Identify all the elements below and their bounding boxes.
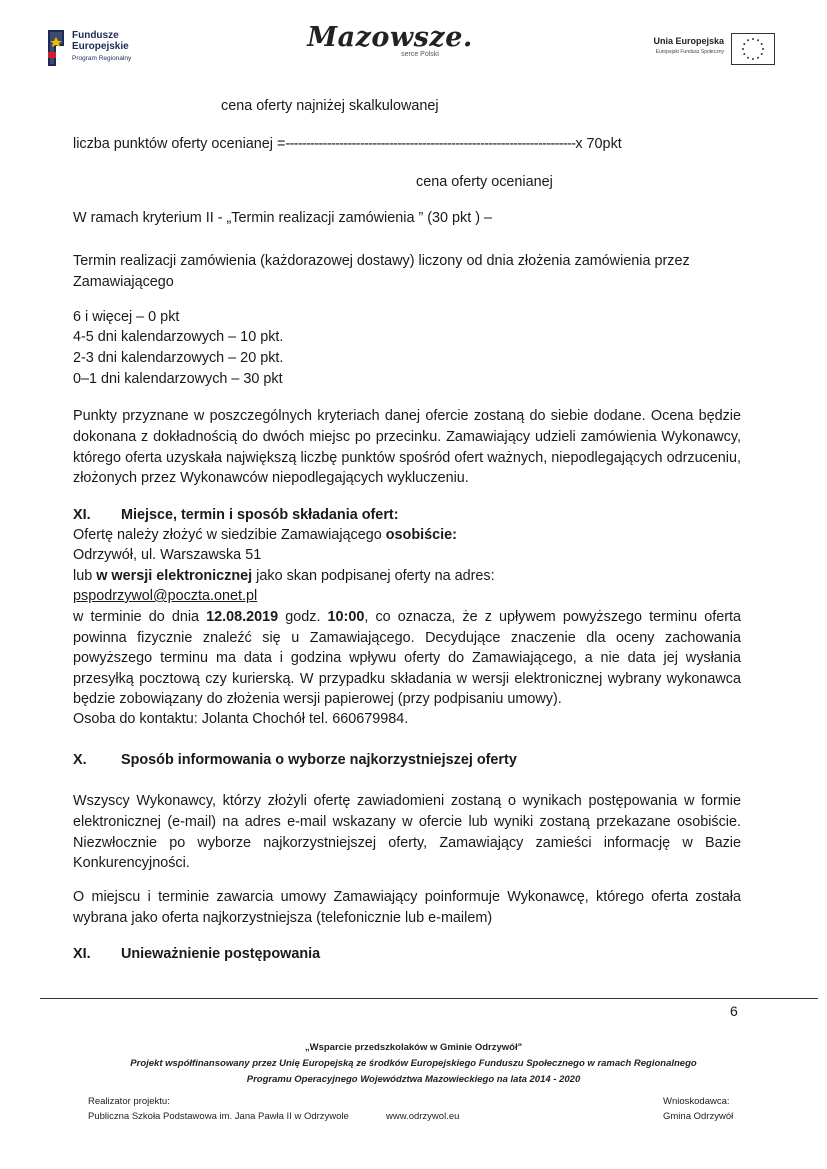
- formula-dash-line: ----------------------------------------------------------------------: [285, 136, 576, 152]
- page-number: 6: [730, 1003, 738, 1019]
- criterion2-desc: Termin realizacji zamówienia (każdorazowej dostawy) liczony od dnia złożenia zamówienia przez Zamawiającego: [73, 253, 690, 290]
- formula-numerator: cena oferty najniżej skalkulowanej: [221, 98, 439, 114]
- footer-website[interactable]: www.odrzywol.eu: [386, 1111, 460, 1122]
- offers-deadline-paragraph: [73, 607, 741, 710]
- information-paragraph-2: O miejscu i terminie zawarcia umowy Zamawiający poinformuje Wykonawcę, którego oferta została wybrana jako oferta najkorzystniejsza (telefonicznie lub e-mailem): [73, 889, 741, 926]
- offers-submit-text: Ofertę należy złożyć w siedzibie Zamawiającego: [73, 527, 386, 543]
- section-heading-information: [73, 750, 517, 771]
- offers-scan-text: jako skan podpisanej oferty na adres:: [252, 568, 495, 584]
- footer-funding-line-1: Projekt współfinansowany przez Unię Europejską ze środków Europejskiego Funduszu Społecznego w ramach Regionalnego: [130, 1058, 697, 1069]
- footer-realizator-name: Publiczna Szkoła Podstawowa im. Jana Pawła II w Odrzywole: [88, 1111, 349, 1122]
- criterion2-item: 0–1 dni kalendarzowych – 30 pkt: [73, 371, 283, 387]
- criterion2-item: 4-5 dni kalendarzowych – 10 pkt.: [73, 329, 284, 345]
- offers-email-link[interactable]: pspodrzywol@poczta.onet.pl: [73, 588, 258, 604]
- fe-line2: Europejskie: [72, 41, 129, 52]
- fe-line1: Fundusze: [72, 30, 119, 41]
- eu-logo: [610, 30, 780, 70]
- offers-or: lub: [73, 568, 97, 584]
- section-number: XI.: [73, 507, 91, 523]
- mazowsze-logo-text: Mazowsze.: [307, 22, 473, 53]
- criterion2-summary: Punkty przyznane w poszczególnych kryteriach danej ofercie zostaną do siebie dodane. Ocena będzie dokonana z dokładnością do dwóch miejsc po przecinku. Zamawiający udzieli zamówienia Wykonawcy, którego oferta uzyskała największą liczbę punktów spośród ofert ważnych, niepodlegających odrzuceniu, złożonych przez Wykonawców niepodlegających wykluczeniu.: [73, 408, 741, 487]
- criterion2-item: 6 i więcej – 0 pkt: [73, 309, 180, 325]
- footer-divider: [40, 998, 818, 999]
- formula-denominator: cena oferty ocenianej: [416, 174, 553, 190]
- section-heading-cancellation: [73, 944, 320, 965]
- section-number: X.: [73, 752, 87, 768]
- footer-funding-line-2: Programu Operacyjnego Województwa Mazowieckiego na lata 2014 - 2020: [246, 1074, 581, 1085]
- offers-submit-line: [73, 525, 457, 546]
- eu-title: Unia Europejska: [653, 36, 724, 46]
- footer-project-title: „Wsparcie przedszkolaków w Gminie Odrzywół": [304, 1042, 523, 1053]
- offers-electronic: w wersji elektronicznej: [96, 568, 253, 584]
- criterion2-title: W ramach kryterium II - „Termin realizacji zamówienia ” (30 pkt ) –: [73, 210, 493, 226]
- section-heading-offers: [73, 505, 399, 526]
- deadline-text-2: godz.: [278, 609, 328, 625]
- deadline-text-1: w terminie do dnia: [73, 609, 207, 625]
- formula-label: liczba punktów oferty ocenianej =: [73, 136, 286, 152]
- fe-logo-text: [72, 30, 131, 64]
- footer-applicant-name: Gmina Odrzywół: [663, 1111, 734, 1122]
- criterion2-item: 2-3 dni kalendarzowych – 20 pkt.: [73, 350, 284, 366]
- footer-applicant-label: Wnioskodawca:: [663, 1096, 730, 1107]
- offers-electronic-line: [73, 566, 495, 587]
- section-number: XI.: [73, 946, 91, 962]
- section-title: Unieważnienie postępowania: [121, 946, 321, 962]
- mazowsze-logo: [305, 22, 475, 66]
- mazowsze-sub: serce Polski: [401, 51, 439, 58]
- footer-realizator-label: Realizator projektu:: [88, 1096, 170, 1107]
- deadline-date: 12.08.2019: [206, 609, 279, 625]
- offers-submit-personal: osobiście:: [385, 527, 457, 543]
- offers-contact: Osoba do kontaktu: Jolanta Chochół tel. 660679984.: [73, 711, 409, 727]
- formula-line: [73, 134, 622, 155]
- fe-flag-icon: [42, 28, 68, 68]
- fe-line3: Program Regionalny: [72, 55, 132, 62]
- deadline-time: 10:00: [327, 609, 365, 625]
- information-paragraph-1: Wszyscy Wykonawcy, którzy złożyli ofertę zawiadomieni zostaną o wynikach postępowania w formie elektronicznej (e-mail) na adres e-mail wskazany w ofercie lub wyniki zostaną przekazane osobiście. Niezwłocznie po wyborze najkorzystniejszej oferty, Zamawiający zamieści informację w Bazie Konkurencyjności.: [73, 793, 741, 872]
- section-title: Miejsce, termin i sposób składania ofert:: [121, 507, 399, 523]
- fundusze-europejskie-logo: [42, 26, 182, 70]
- deadline-text-3: , co oznacza, że z upływem powyższego terminu oferta powinna fizycznie znaleźć się u Zamawiającego. Decydujące znaczenie dla oceny zachowania powyższego terminu ma data i godzina wpływu oferty do Zamawiającego, a nie data jej wysłania przesyłką pocztową czy kurierską. W przypadku składania w wersji elektronicznej wybrany wykonawca będzie zobowiązany do złożenia wersji papierowej (przy podpisaniu umowy).: [73, 609, 741, 708]
- eu-subtitle: Europejski Fundusz Społeczny: [655, 49, 724, 55]
- offers-address: Odrzywół, ul. Warszawska 51: [73, 547, 262, 563]
- eu-flag-icon: [731, 33, 775, 65]
- section-title: Sposób informowania o wyborze najkorzystniejszej oferty: [121, 752, 517, 768]
- formula-multiplier: x 70pkt: [575, 136, 622, 152]
